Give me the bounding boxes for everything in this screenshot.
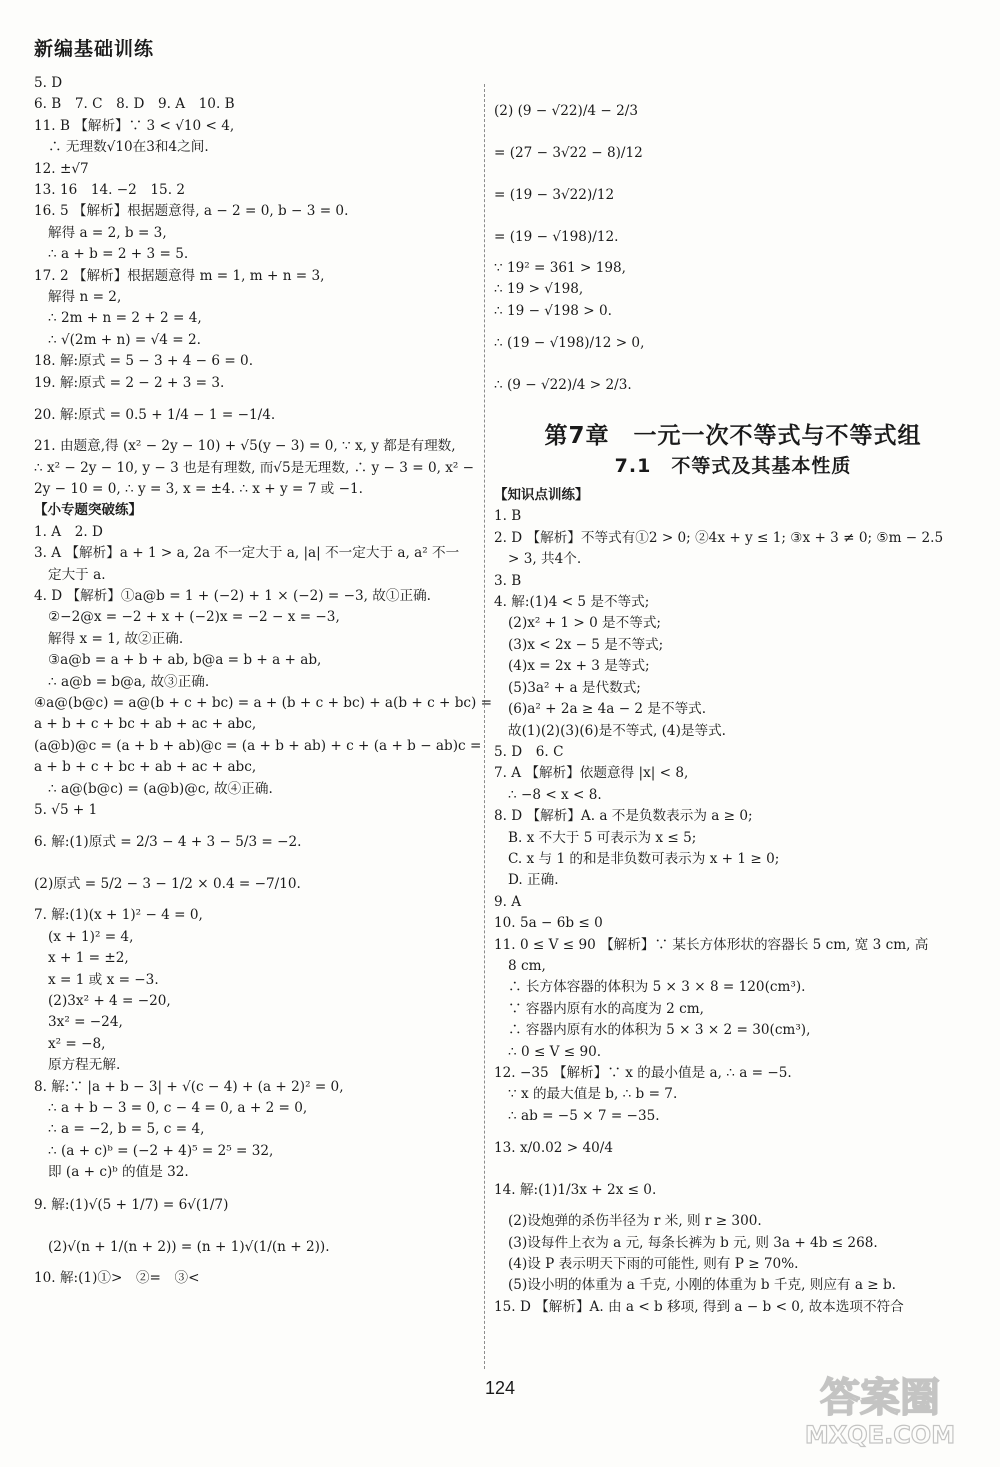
answer-line: 3. B (494, 572, 522, 589)
answer-line: x² = −8, (48, 1035, 106, 1052)
answer-line: ∴ (19 − √198)/12 > 0, (494, 335, 645, 352)
answer-line: ∴ 0 ≤ V ≤ 90. (508, 1043, 602, 1060)
answer-line: ∴ 19 − √198 > 0. (494, 302, 612, 319)
answer-line: (5)设小明的体重为 a 千克, 小刚的体重为 b 千克, 则应有 a ≥ b. (508, 1277, 896, 1294)
answer-line: 2. D 【解析】不等式有①2 > 0; ②4x + y ≤ 1; ③x + 3 ≠ 0; ⑤m − 2.5 (494, 529, 944, 546)
answer-line: 19. 解:原式 = 2 − 2 + 3 = 3. (34, 374, 225, 391)
answer-line: 解得 a = 2, b = 3, (48, 224, 167, 241)
answer-line: ∴ 19 > √198, (494, 281, 584, 298)
right-column (494, 90, 972, 1318)
answer-line: (2)√(n + 1/(n + 2)) = (n + 1)√(1/(n + 2)). (48, 1238, 330, 1255)
answer-line: 16. 5 【解析】根据题意得, a − 2 = 0, b − 3 = 0. (34, 203, 349, 220)
page-number: 124 (484, 1378, 516, 1398)
answer-line: ∴ (9 − √22)/4 > 2/3. (494, 377, 632, 394)
answer-line: 1. B (494, 508, 522, 525)
answer-line: C. x 与 1 的和是非负数可表示为 x + 1 ≥ 0; (508, 850, 780, 867)
answer-line: ④a@(b@c) = a@(b + c + bc) = a + (b + c + bc) + a(b + c + bc) = (34, 694, 493, 711)
answer-line: 1. A 2. D (34, 523, 103, 540)
answer-line: ∴ 2m + n = 2 + 2 = 4, (48, 310, 202, 327)
answer-line: 2y − 10 = 0, ∴ y = 3, x = ±4. ∴ x + y = 7 或 −1. (34, 480, 363, 497)
watermark-brand: 答案圈 (820, 1375, 940, 1421)
answer-line: 12. ±√7 (34, 160, 89, 177)
answer-line: ∵ x 的最大值是 b, ∴ b = 7. (508, 1086, 678, 1103)
answer-line: 8. 解:∵ |a + b − 3| + √(c − 4) + (a + 2)² = 0, (34, 1078, 344, 1095)
left-column (34, 73, 493, 1289)
answer-line: ∴ x² − 2y − 10, y − 3 也是有理数, 而√5是无理数, ∴ y − 3 = 0, x² − (34, 459, 475, 476)
section-heading: 【小专题突破练】 (34, 502, 142, 519)
answer-line: B. x 不大于 5 可表示为 x ≤ 5; (508, 829, 697, 846)
answer-line: 定大于 a. (48, 566, 106, 583)
answer-line: 7. A 【解析】依题意得 |x| < 8, (494, 765, 689, 782)
answer-line: = (19 − √198)/12. (494, 229, 619, 245)
answer-line: 5. √5 + 1 (34, 802, 98, 818)
column-divider (484, 84, 485, 1369)
answer-line: 5. D (34, 75, 63, 91)
answer-line: ∴ −8 < x < 8. (508, 786, 602, 803)
answer-line: (a@b)@c = (a + b + ab)@c = (a + b + ab) + c + (a + b − ab)c = (34, 737, 482, 754)
answer-line: 21. 由题意,得 (x² − 2y − 10) + √5(y − 3) = 0, ∵ x, y 都是有理数, (34, 438, 456, 455)
answer-line: ∴ a + b = 2 + 3 = 5. (48, 246, 189, 263)
answer-line: ∴ a + b − 3 = 0, c − 4 = 0, a + 2 = 0, (48, 1100, 308, 1117)
answer-line: D. 正确. (508, 872, 559, 889)
answer-line: (2) (9 − √22)/4 − 2/3 (494, 103, 638, 119)
answer-line: 20. 解:原式 = 0.5 + 1/4 − 1 = −1/4. (34, 407, 276, 424)
answer-line: ∴ √(2m + n) = √4 = 2. (48, 331, 201, 348)
answer-line: 6. B 7. C 8. D 9. A 10. B (34, 96, 235, 113)
watermark-logo-icon (780, 1367, 980, 1449)
answer-line: 解得 x = 1, 故②正确. (48, 630, 184, 647)
answer-line: ∴ (a + c)ᵇ = (−2 + 4)⁵ = 2⁵ = 32, (48, 1142, 274, 1159)
answer-line: (2)x² + 1 > 0 是不等式; (508, 615, 662, 632)
answer-line: ∴ ab = −5 × 7 = −35. (508, 1107, 660, 1124)
answer-line: 3. A 【解析】a + 1 > a, 2a 不一定大于 a, |a| 不一定大于 a, a² 不一 (34, 545, 460, 562)
answer-line: 8 cm, (508, 957, 546, 974)
answer-line: (x + 1)² = 4, (48, 928, 134, 945)
answer-line: 即 (a + c)ᵇ 的值是 32. (48, 1164, 189, 1181)
answer-line: 11. 0 ≤ V ≤ 90 【解析】∵ 某长方体形状的容器长 5 cm, 宽 3 cm, 高 (494, 936, 929, 953)
answer-line: 7. 解:(1)(x + 1)² − 4 = 0, (34, 907, 203, 924)
answer-line: (2)设炮弹的杀伤半径为 r 米, 则 r ≥ 300. (508, 1213, 762, 1230)
answer-line: 10. 解:(1)①> ②= ③< (34, 1269, 200, 1286)
answer-line: 10. 5a − 6b ≤ 0 (494, 915, 603, 932)
answer-line: 17. 2 【解析】根据题意得 m = 1, m + n = 3, (34, 267, 325, 284)
answer-line: (2)3x² + 4 = −20, (48, 993, 171, 1010)
answer-line: 9. 解:(1)√(5 + 1/7) = 6√(1/7) (34, 1196, 229, 1213)
answer-line: ∴ a@b = b@a, 故③正确. (48, 673, 210, 690)
answer-line: = (19 − 3√22)/12 (494, 187, 615, 203)
answer-line: ∵ 19² = 361 > 198, (494, 260, 626, 276)
chapter-title: 第7章 一元一次不等式与不等式组 (544, 423, 922, 450)
answer-line: 解得 n = 2, (48, 289, 122, 306)
header-title: 新编基础训练 (34, 38, 155, 60)
answer-line: > 3, 共4个. (508, 551, 582, 568)
answer-line: (4)x = 2x + 3 是等式; (508, 658, 650, 675)
answer-line: = (27 − 3√22 − 8)/12 (494, 145, 643, 161)
answer-line: 12. −35 【解析】∵ x 的最小值是 a, ∴ a = −5. (494, 1065, 792, 1081)
answer-line: 9. A (494, 893, 522, 910)
answer-line: 13. 16 14. −2 15. 2 (34, 182, 185, 199)
answer-line: ②−2@x = −2 + x + (−2)x = −2 − x = −3, (48, 609, 340, 626)
answer-line: ∴ a = −2, b = 5, c = 4, (48, 1121, 205, 1138)
answer-line: ∴ 容器内原有水的体积为 5 × 3 × 2 = 30(cm³), (508, 1022, 811, 1039)
section-title: 7.1 不等式及其基本性质 (614, 454, 852, 477)
answer-line: ∴ a@(b@c) = (a@b)@c, 故④正确. (48, 780, 273, 797)
answer-line: 原方程无解. (48, 1057, 121, 1074)
answer-line: 故(1)(2)(3)(6)是不等式, (4)是等式. (508, 722, 726, 739)
answer-line: (3)设每件上衣为 a 元, 每条长裤为 b 元, 则 3a + 4b ≤ 268. (508, 1234, 878, 1251)
right-top-answers (494, 90, 972, 406)
watermark-url: MXQE.COM (804, 1421, 956, 1449)
answer-line: 13. x/0.02 > 40/4 (494, 1140, 614, 1157)
answer-line: x + 1 = ±2, (48, 950, 129, 967)
answer-line: (2)原式 = 5/2 − 3 − 1/2 × 0.4 = −7/10. (34, 876, 301, 893)
answer-line: (4)设 P 表示明天下雨的可能性, 则有 P ≥ 70%. (508, 1256, 799, 1273)
answer-line: ∴ 无理数√10在3和4之间. (48, 139, 209, 156)
section-heading: 【知识点训练】 (494, 487, 589, 504)
answer-line: (6)a² + 2a ≥ 4a − 2 是不等式. (508, 701, 707, 718)
answer-line: ∴ 长方体容器的体积为 5 × 3 × 8 = 120(cm³). (508, 979, 806, 996)
answer-line: (5)3a² + a 是代数式; (508, 679, 641, 696)
right-bottom-answers (494, 485, 972, 1318)
answer-line: 15. D 【解析】A. 由 a < b 移项, 得到 a − b < 0, 故本选项不符合 (494, 1298, 904, 1315)
answer-line: (3)x < 2x − 5 是不等式; (508, 636, 664, 653)
answer-line: 5. D 6. C (494, 743, 564, 760)
answer-line: 11. B 【解析】∵ 3 < √10 < 4, (34, 117, 235, 134)
answer-line: x = 1 或 x = −3. (48, 971, 159, 988)
answer-line: a + b + c + bc + ab + ac + abc, (34, 716, 257, 733)
answer-line: 3x² = −24, (48, 1014, 123, 1031)
answer-line: ∵ 容器内原有水的高度为 2 cm, (508, 1000, 704, 1017)
answer-line: 6. 解:(1)原式 = 2/3 − 4 + 3 − 5/3 = −2. (34, 834, 302, 851)
answer-line: 4. D 【解析】①a@b = 1 + (−2) + 1 × (−2) = −3, 故①正确. (34, 587, 432, 604)
answer-line: 4. 解:(1)4 < 5 是不等式; (494, 594, 650, 611)
answer-line: a + b + c + bc + ab + ac + abc, (34, 759, 257, 776)
answer-line: 18. 解:原式 = 5 − 3 + 4 − 6 = 0. (34, 353, 254, 370)
answer-line: ③a@b = a + b + ab, b@a = b + a + ab, (48, 652, 322, 669)
answer-line: 14. 解:(1)1/3x + 2x ≤ 0. (494, 1182, 657, 1199)
answer-line: 8. D 【解析】A. a 不是负数表示为 a ≥ 0; (494, 808, 753, 825)
